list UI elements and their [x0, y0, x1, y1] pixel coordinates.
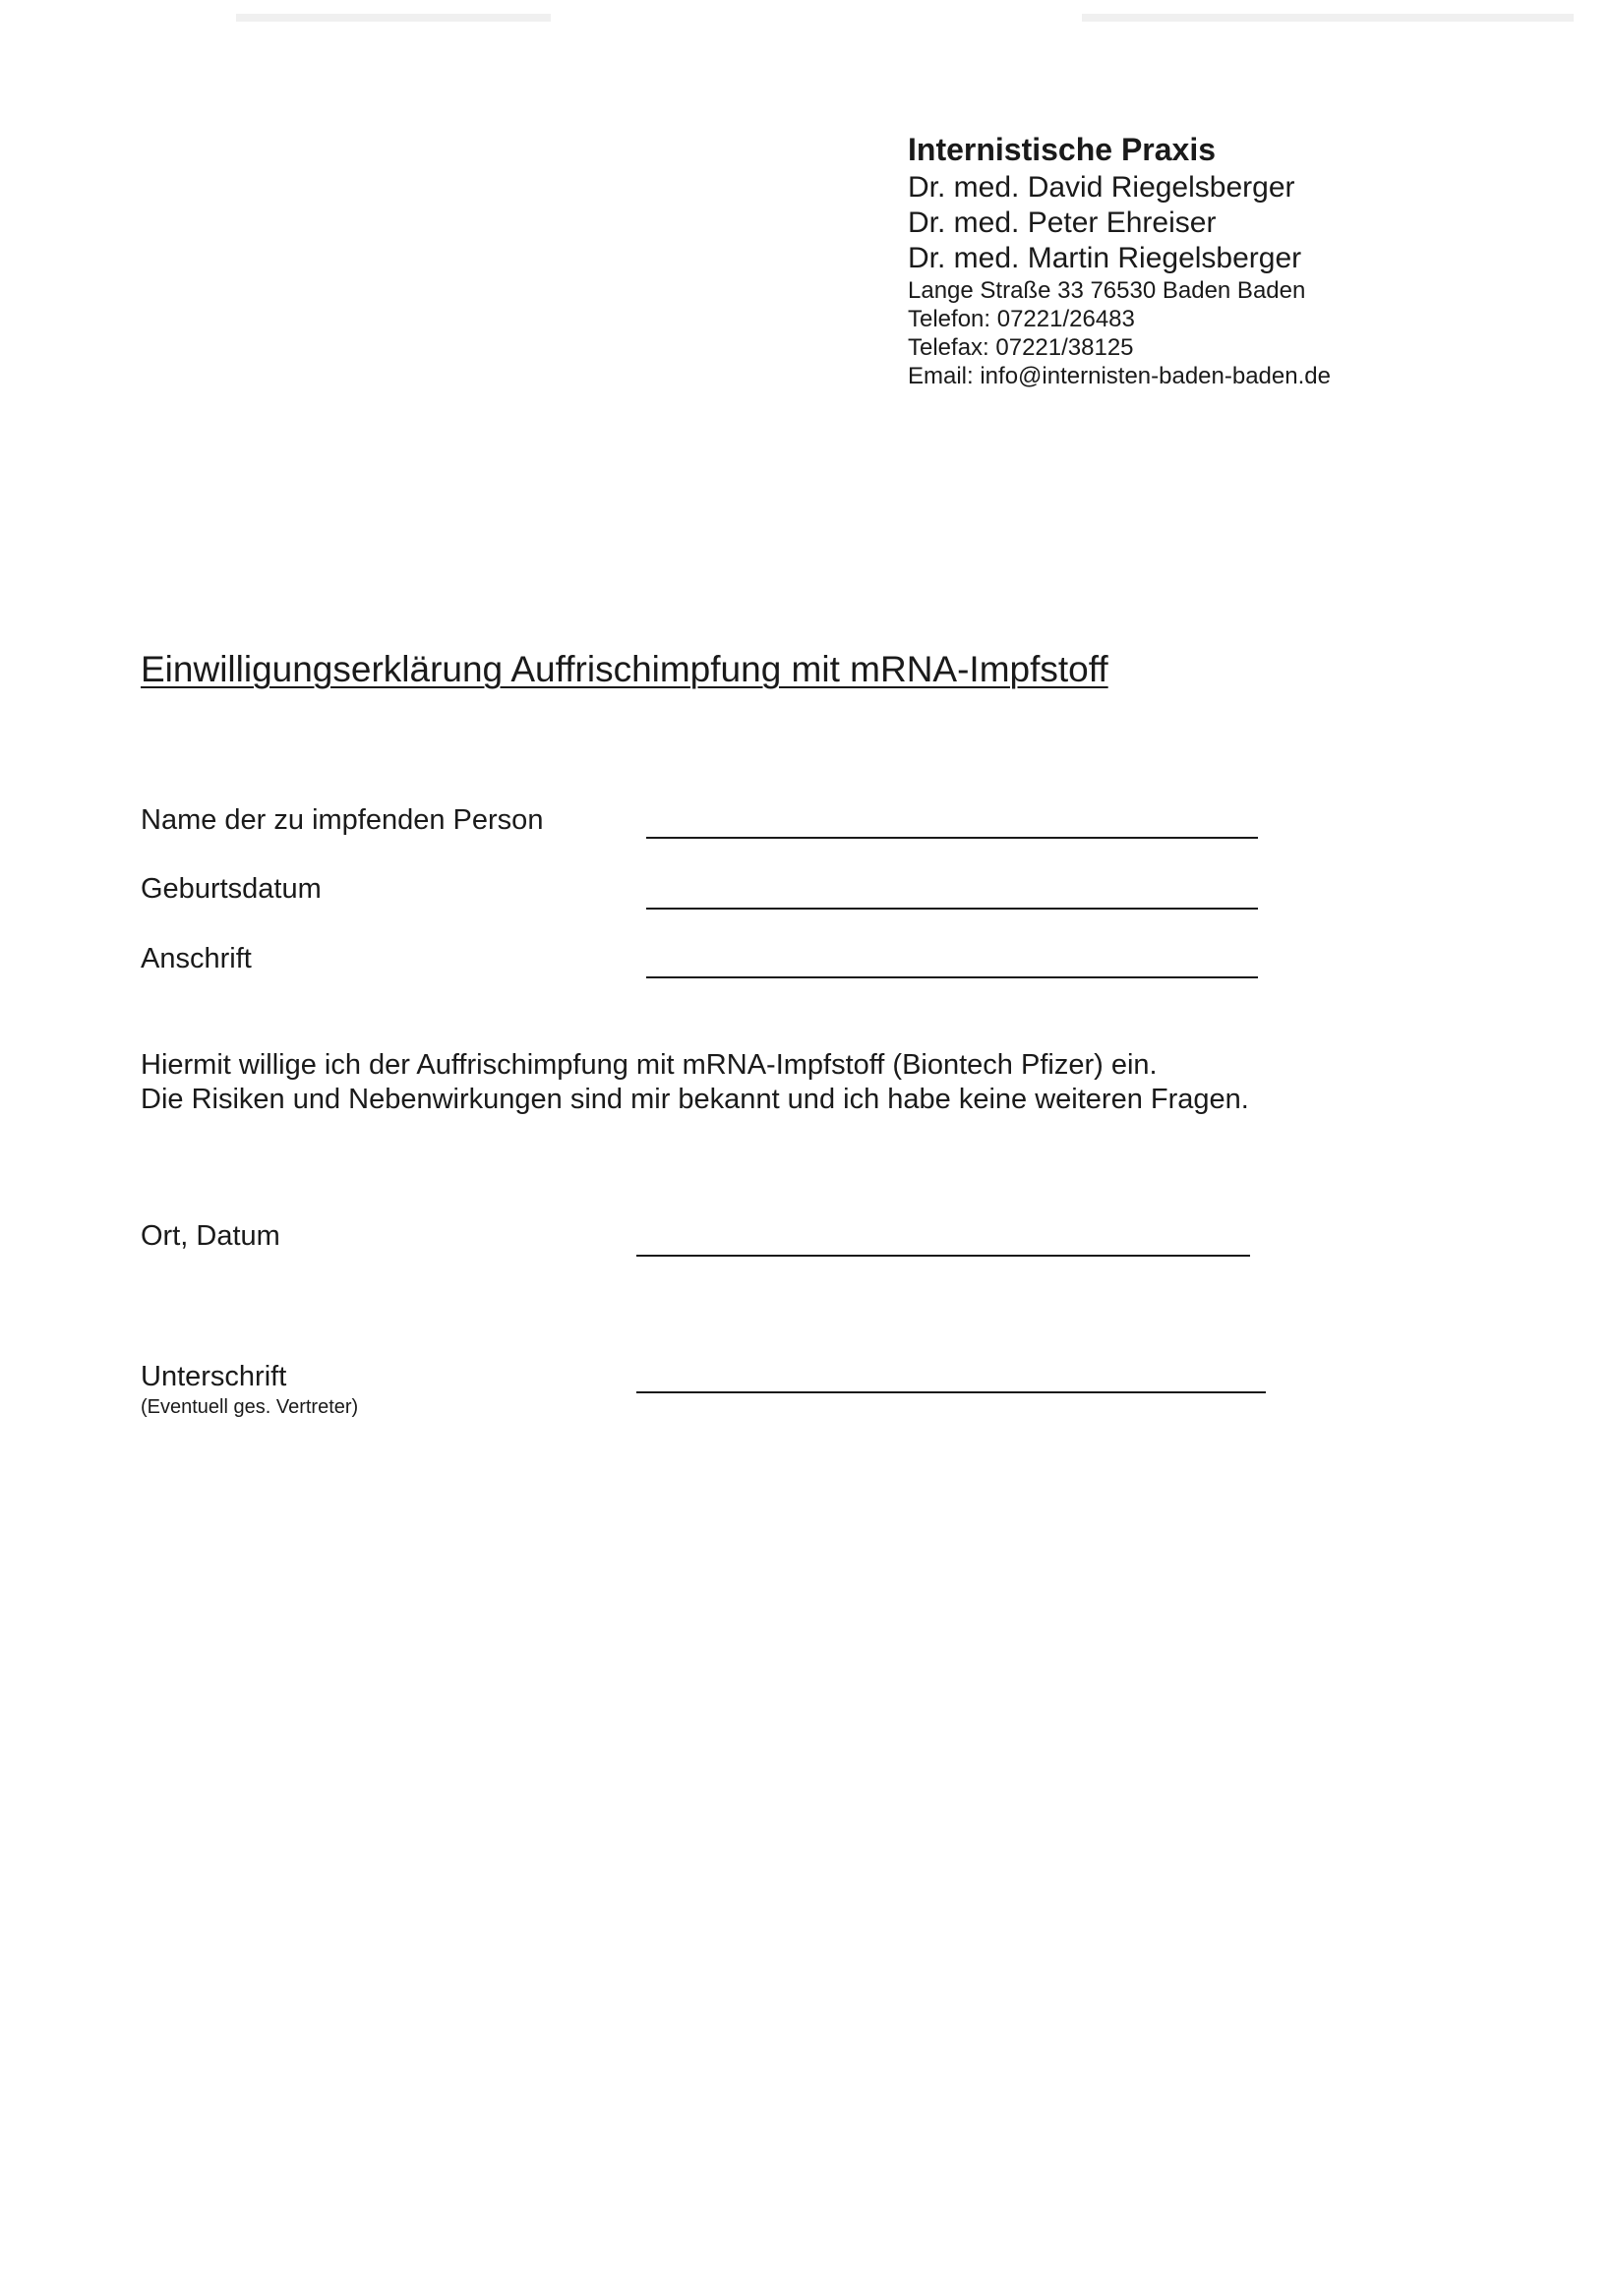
birthdate-label: Geburtsdatum [141, 873, 322, 905]
doctor-name: Dr. med. Peter Ehreiser [908, 206, 1217, 239]
doctor-name: Dr. med. David Riegelsberger [908, 171, 1295, 204]
place-date-input-line[interactable] [636, 1255, 1250, 1257]
scan-artifact [236, 14, 551, 22]
document-title: Einwilligungserklärung Auffrischimpfung mit mRNA-Impfstoff [141, 649, 1108, 689]
practice-address: Lange Straße 33 76530 Baden Baden [908, 277, 1306, 304]
consent-line: Die Risiken und Nebenwirkungen sind mir bekannt und ich habe keine weiteren Fragen. [141, 1084, 1249, 1115]
address-label: Anschrift [141, 943, 252, 974]
doctor-name: Dr. med. Martin Riegelsberger [908, 242, 1302, 274]
consent-line: Hiermit willige ich der Auffrischimpfung mit mRNA-Impfstoff (Biontech Pfizer) ein. [141, 1049, 1158, 1081]
practice-phone: Telefon: 07221/26483 [908, 306, 1135, 332]
name-input-line[interactable] [646, 837, 1258, 839]
practice-fax: Telefax: 07221/38125 [908, 334, 1134, 361]
signature-label: Unterschrift [141, 1361, 287, 1392]
practice-name: Internistische Praxis [908, 132, 1217, 167]
consent-text [141, 1048, 1249, 1117]
address-input-line[interactable] [646, 976, 1258, 978]
birthdate-input-line[interactable] [646, 908, 1258, 910]
signature-sublabel: (Eventuell ges. Vertreter) [141, 1396, 359, 1418]
place-date-label: Ort, Datum [141, 1220, 280, 1252]
signature-input-line[interactable] [636, 1391, 1266, 1393]
scan-artifact [1082, 14, 1574, 22]
practice-email: Email: info@internisten-baden-baden.de [908, 363, 1331, 389]
name-label: Name der zu impfenden Person [141, 804, 544, 836]
letterhead [908, 134, 1331, 388]
